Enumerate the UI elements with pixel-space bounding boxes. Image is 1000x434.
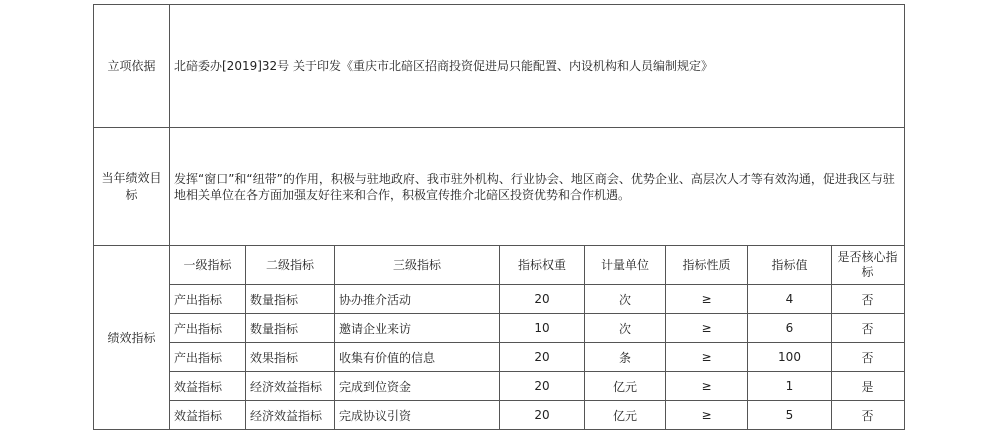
cell-level3: 邀请企业来访 [339,321,412,336]
cell-level3: 完成协议引资 [339,408,412,423]
cell-core: 是 [861,379,874,394]
cell-weight: 10 [534,321,550,335]
cell-core: 否 [861,321,874,336]
goal-label: 当年绩效目标 [101,170,162,202]
cell-weight: 20 [534,350,550,364]
cell-level1: 产出指标 [174,321,223,336]
cell-value: 5 [785,408,794,422]
cell-level2: 数量指标 [250,321,299,336]
cell-weight: 20 [534,379,550,393]
cell-core: 否 [861,292,874,307]
cell-value: 1 [785,379,794,393]
cell-unit: 次 [618,292,631,307]
cell-level3: 协办推介活动 [339,292,412,307]
cell-level1: 产出指标 [174,350,223,365]
cell-level1: 产出指标 [174,292,223,307]
cell-unit: 次 [618,321,631,336]
cell-level1: 效益指标 [174,379,223,394]
cell-level3: 收集有价值的信息 [339,350,436,365]
cell-level1: 效益指标 [174,408,223,423]
column-header-h-level3: 三级指标 [392,257,441,272]
cell-level3: 完成到位资金 [339,379,412,394]
cell-unit: 亿元 [612,379,637,394]
cell-unit: 条 [618,350,631,365]
cell-level2: 经济效益指标 [250,379,323,394]
column-header-h-level1: 一级指标 [183,257,232,272]
column-header-h-level2: 二级指标 [265,257,314,272]
basis-text: 北碚委办[2019]32号 关于印发《重庆市北碚区招商投资促进局只能配置、内设机构和人员编制规定》 [174,59,713,73]
column-header-h-value: 指标值 [771,257,808,272]
cell-value: 4 [785,292,794,306]
cell-nature: ≥ [701,350,712,364]
cell-weight: 20 [534,292,550,306]
column-header-h-unit: 计量单位 [600,257,649,272]
column-header-h-weight: 指标权重 [517,257,566,272]
cell-value: 6 [785,321,794,335]
cell-level2: 经济效益指标 [250,408,323,423]
cell-level2: 数量指标 [250,292,299,307]
cell-unit: 亿元 [612,408,637,423]
cell-value: 100 [778,350,801,364]
performance-table [93,4,905,430]
basis-label: 立项依据 [107,58,156,73]
cell-weight: 20 [534,408,550,422]
cell-nature: ≥ [701,379,712,393]
cell-level2: 效果指标 [250,350,299,365]
indicators-label: 绩效指标 [107,330,156,345]
cell-nature: ≥ [701,321,712,335]
column-header-h-nature: 指标性质 [682,257,731,272]
cell-nature: ≥ [701,408,712,422]
goal-text: 发挥“窗口”和“纽带”的作用，积极与驻地政府、我市驻外机构、行业协会、地区商会、优势企业、高层次人才等有效沟通，促进我区与驻地相关单位在各方面加强友好往来和合作，积极宣传推介北碚区投资优势和合作机遇。 [174,171,895,202]
cell-core: 否 [861,350,874,365]
column-header-h-core: 是否核心指标 [837,250,898,279]
cell-core: 否 [861,408,874,423]
cell-nature: ≥ [701,292,712,306]
